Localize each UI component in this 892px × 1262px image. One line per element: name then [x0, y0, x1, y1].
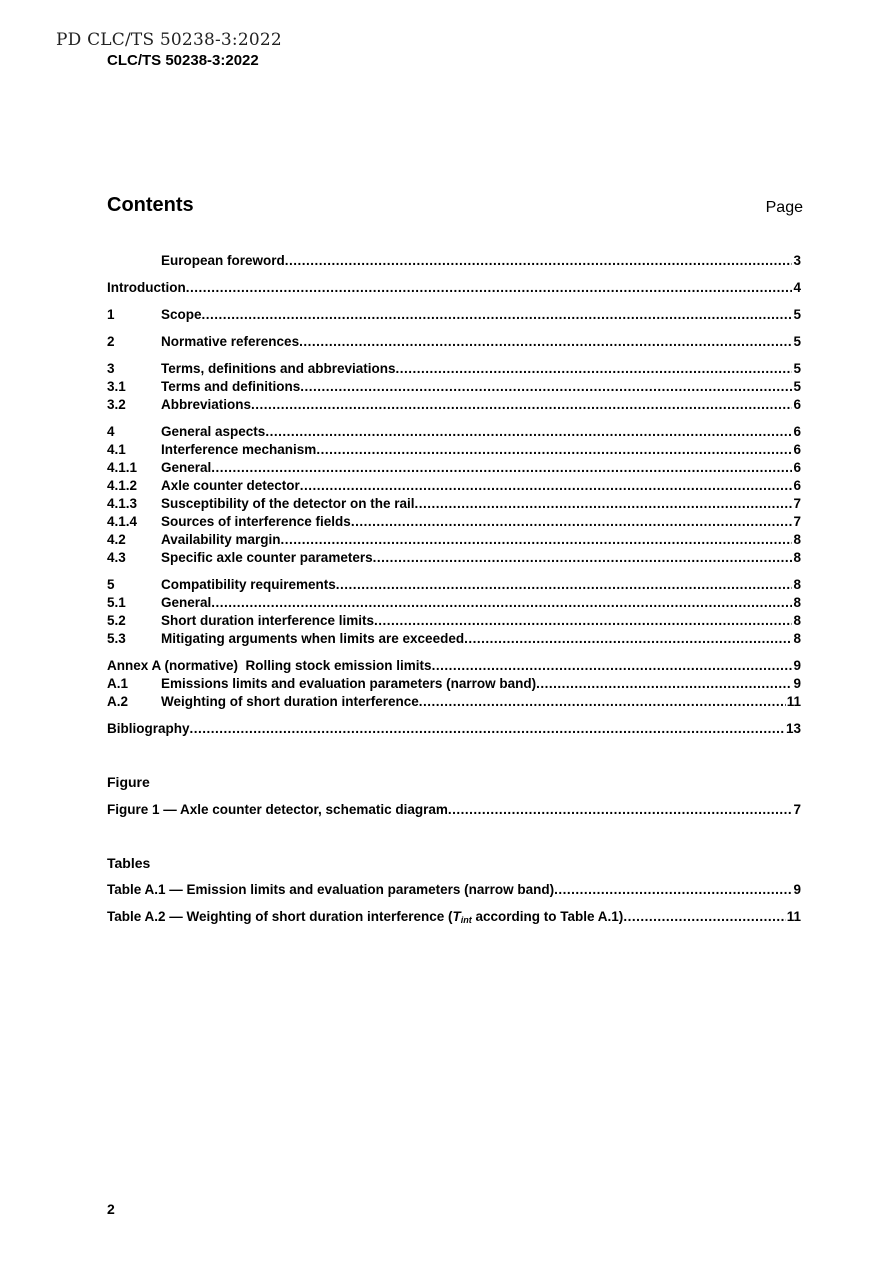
table-entry[interactable]	[107, 881, 801, 899]
toc-entry-page: 6	[793, 460, 801, 475]
toc-entry-page: 5	[793, 334, 801, 349]
toc-leader	[448, 801, 793, 819]
toc-entry-number: 4.1.4	[107, 514, 138, 529]
toc-entry-page: 6	[793, 424, 801, 439]
toc-entry-page: 7	[793, 496, 801, 511]
toc-leader	[396, 360, 793, 378]
table-entry-title: Table A.1 — Emission limits and evaluation parameters (narrow band)	[107, 882, 555, 897]
toc-entry-title: Terms and definitions	[161, 379, 301, 394]
toc-leader	[265, 423, 792, 441]
toc-entry-title: General	[161, 460, 212, 475]
toc-entry-title: Introduction	[107, 280, 186, 295]
toc-entry-title: Scope	[161, 307, 202, 322]
toc-entry[interactable]	[107, 396, 801, 414]
toc-leader	[374, 612, 792, 630]
toc-entry-page: 8	[793, 550, 801, 565]
toc-entry-title: Short duration interference limits	[161, 613, 375, 628]
toc-leader	[299, 333, 792, 351]
toc-entry-number: 4.1.2	[107, 478, 138, 493]
toc-entry-page: 13	[785, 721, 801, 736]
toc-entry[interactable]	[107, 477, 801, 495]
toc-leader	[211, 459, 792, 477]
table-entry-title	[107, 908, 623, 929]
toc-entry-title: Abbreviations	[161, 397, 252, 412]
toc-entry[interactable]	[107, 549, 801, 567]
toc-entry[interactable]	[107, 495, 801, 513]
toc-leader	[432, 657, 793, 675]
toc-entry[interactable]	[107, 531, 801, 549]
toc-leader	[285, 252, 793, 270]
toc-entry-title: Specific axle counter parameters	[161, 550, 373, 565]
toc-leader	[190, 720, 785, 738]
toc-entry[interactable]	[107, 333, 801, 351]
toc-leader	[623, 908, 785, 926]
toc-entry-page: 4	[793, 280, 801, 295]
toc-entry-title: Normative references	[161, 334, 300, 349]
table-entry[interactable]	[107, 908, 801, 926]
toc-entry-number: 5.3	[107, 631, 126, 646]
toc-entry-page: 3	[793, 253, 801, 268]
toc-entry-page: 6	[793, 442, 801, 457]
toc-entry-title: Terms, definitions and abbreviations	[161, 361, 396, 376]
toc-entry-title: Annex A (normative) Rolling stock emission limits	[107, 658, 432, 673]
figure-entry-title: Figure 1 — Axle counter detector, schematic diagram	[107, 802, 448, 817]
toc-entry[interactable]	[107, 378, 801, 396]
toc-entry-number: 5	[107, 577, 115, 592]
figure-entry-page: 7	[793, 802, 801, 817]
toc-entry-title: Availability margin	[161, 532, 281, 547]
toc-entry-page: 8	[793, 631, 801, 646]
toc-entry-number: 2	[107, 334, 115, 349]
page-number: 2	[107, 1201, 115, 1217]
toc-entry[interactable]	[107, 306, 801, 324]
toc-entry-title: Interference mechanism	[161, 442, 317, 457]
toc-leader	[415, 495, 793, 513]
toc-entry-number: 5.1	[107, 595, 126, 610]
toc-entry[interactable]	[107, 594, 801, 612]
toc-entry-page: 8	[793, 595, 801, 610]
toc-leader	[419, 693, 786, 711]
toc-entry-title: European foreword	[161, 253, 285, 268]
symbol-t: T	[452, 909, 461, 924]
page-column-label: Page	[765, 199, 803, 216]
toc-leader	[536, 675, 792, 693]
toc-entry-page: 11	[786, 694, 801, 709]
toc-entry-page: 9	[793, 658, 801, 673]
toc-entry[interactable]	[107, 612, 801, 630]
toc-entry-number: A.2	[107, 694, 129, 709]
toc-entry-page: 5	[793, 379, 801, 394]
toc-entry-title: Bibliography	[107, 721, 190, 736]
toc-entry-number: 3.1	[107, 379, 126, 394]
toc-entry-page: 6	[793, 478, 801, 493]
toc-leader	[251, 396, 792, 414]
toc-entry-page: 5	[793, 361, 801, 376]
toc-leader	[336, 576, 793, 594]
toc-leader	[373, 549, 793, 567]
figure-entry[interactable]	[107, 801, 801, 819]
table-entry-title-end: according to Table A.1)	[471, 909, 624, 924]
toc-entry-page: 8	[793, 613, 801, 628]
toc-entry-title: Sources of interference fields	[161, 514, 351, 529]
table-entry-page: 9	[793, 882, 801, 897]
toc-entry-number: 4.2	[107, 532, 126, 547]
toc-entry[interactable]	[107, 720, 801, 738]
toc-leader	[281, 531, 793, 549]
toc-entry[interactable]	[107, 252, 801, 270]
toc-entry-title: Mitigating arguments when limits are exceeded	[161, 631, 465, 646]
toc-entry[interactable]	[107, 657, 801, 675]
toc-entry-title: Emissions limits and evaluation parameters (narrow band)	[161, 676, 537, 691]
toc-entry-title: General aspects	[161, 424, 266, 439]
toc-entry-title: Compatibility requirements	[161, 577, 336, 592]
document-stamp: PD CLC/TS 50238-3:2022	[56, 30, 282, 50]
toc-entry[interactable]	[107, 360, 801, 378]
toc-leader	[300, 477, 793, 495]
toc-entry-number: A.1	[107, 676, 129, 691]
document-id: CLC/TS 50238-3:2022	[107, 52, 259, 69]
toc-entry[interactable]	[107, 459, 801, 477]
toc-entry-title: Axle counter detector	[161, 478, 300, 493]
toc-entry-page: 7	[793, 514, 801, 529]
toc-entry[interactable]	[107, 675, 801, 693]
toc-leader	[351, 513, 793, 531]
toc-leader	[554, 881, 792, 899]
tables-heading: Tables	[107, 855, 151, 871]
toc-entry-title: Susceptibility of the detector on the rail	[161, 496, 415, 511]
toc-entry-number: 5.2	[107, 613, 126, 628]
contents-title: Contents	[107, 194, 194, 216]
toc-leader	[186, 279, 793, 297]
toc-leader	[202, 306, 793, 324]
toc-entry-page: 9	[793, 676, 801, 691]
toc-entry[interactable]	[107, 423, 801, 441]
toc-entry[interactable]	[107, 441, 801, 459]
toc-leader	[316, 441, 792, 459]
toc-entry[interactable]	[107, 513, 801, 531]
toc-leader	[211, 594, 792, 612]
toc-entry-page: 8	[793, 577, 801, 592]
toc-entry-number: 3	[107, 361, 115, 376]
toc-leader	[464, 630, 792, 648]
table-entry-page: 11	[786, 909, 801, 924]
toc-entry-number: 4	[107, 424, 115, 439]
symbol-subscript: int	[460, 915, 472, 925]
toc-entry-number: 1	[107, 307, 115, 322]
toc-entry-title: General	[161, 595, 212, 610]
toc-entry-number: 3.2	[107, 397, 126, 412]
table-entry-title-start: Table A.2 — Weighting of short duration interference (	[107, 909, 453, 924]
toc-entry-page: 6	[793, 397, 801, 412]
toc-entry[interactable]	[107, 279, 801, 297]
toc-entry[interactable]	[107, 576, 801, 594]
toc-entry-number: 4.1.3	[107, 496, 138, 511]
toc-entry-page: 8	[793, 532, 801, 547]
toc-entry[interactable]	[107, 630, 801, 648]
toc-entry-number: 4.1.1	[107, 460, 138, 475]
toc-leader	[300, 378, 792, 396]
toc-entry-number: 4.1	[107, 442, 126, 457]
toc-entry[interactable]	[107, 693, 801, 711]
toc-entry-page: 5	[793, 307, 801, 322]
figures-heading: Figure	[107, 774, 150, 790]
toc-entry-number: 4.3	[107, 550, 126, 565]
toc-entry-title: Weighting of short duration interference	[161, 694, 419, 709]
